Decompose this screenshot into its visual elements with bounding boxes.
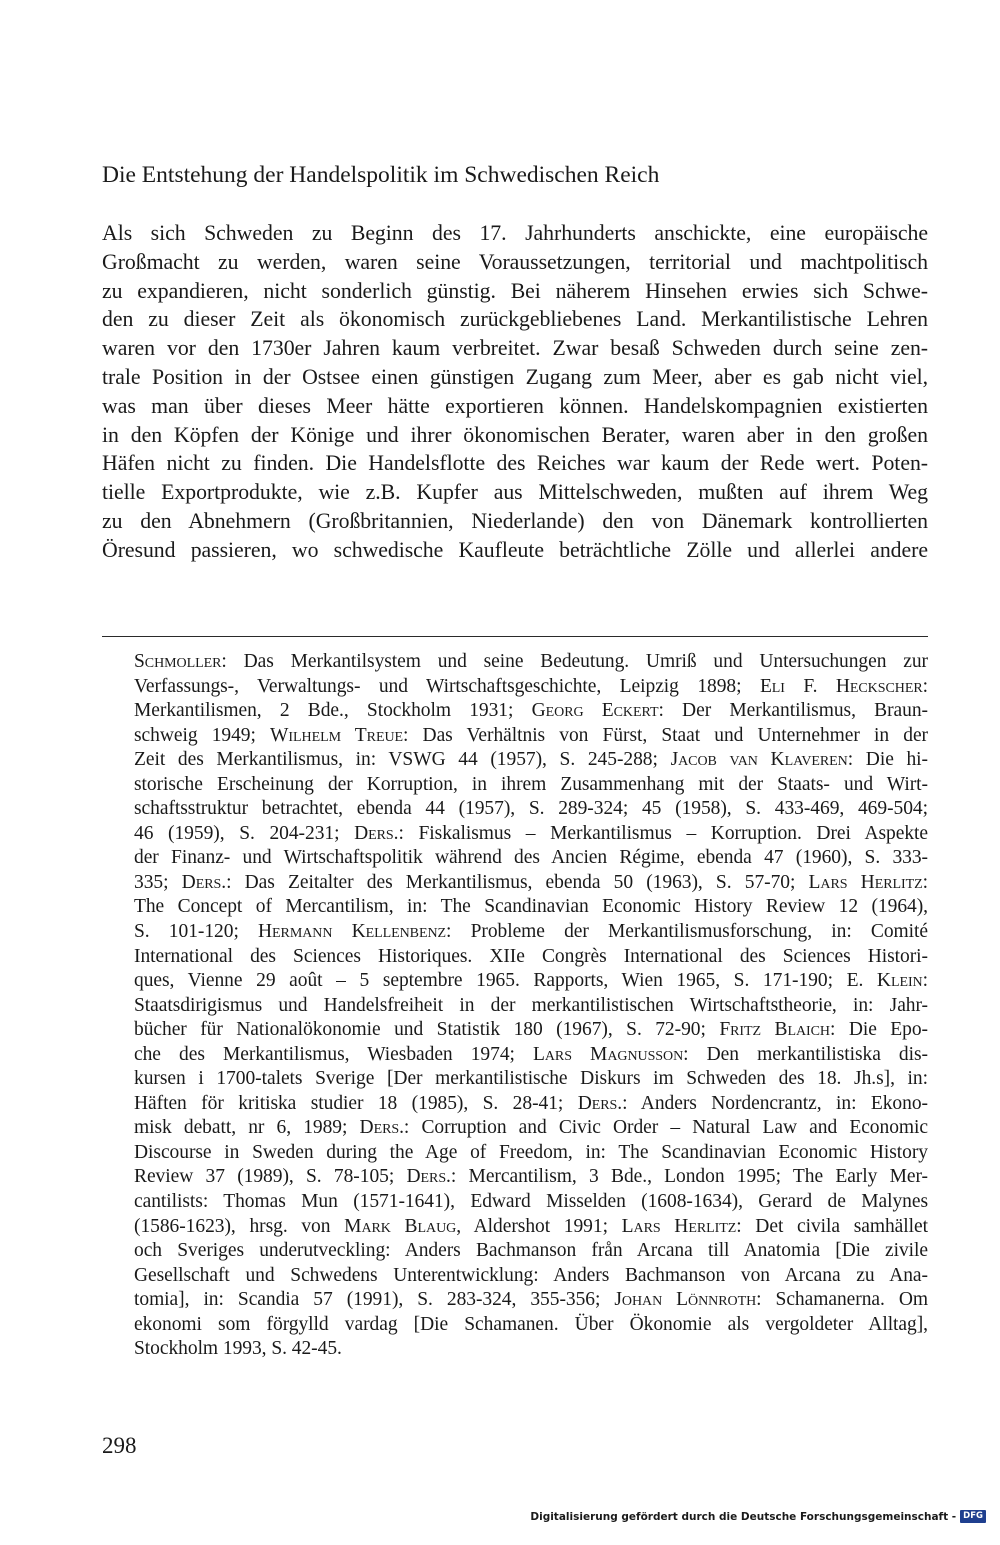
footnote-text: , Aldershot 1991; xyxy=(456,1215,622,1237)
footnote-line xyxy=(134,1092,928,1117)
footnote-line xyxy=(134,675,928,700)
author-name: Ders. xyxy=(406,1166,451,1188)
footnote-text: : Das Verhältnis von Fürst, Staat und Unternehmer in der xyxy=(403,724,928,746)
footnote-text: : Mercantilism, 3 Bde., London 1995; The Early Mer- xyxy=(450,1166,928,1188)
footnote-text: : Corruption and Civic Order – Natural Law and Economic xyxy=(403,1117,928,1139)
footnote-line xyxy=(134,699,928,724)
footnote-text: 46 (1959), S. 204-231; xyxy=(134,822,355,844)
footnote xyxy=(134,650,928,1362)
author-name: Hermann Kellenbenz xyxy=(258,921,447,943)
footnote-line: ekonomi som förgylld vardag [Die Schamanen. Über Ökonomie als vergoldeter Alltag], xyxy=(134,1313,928,1335)
footnote-line xyxy=(134,1018,928,1043)
credit-text: Digitalisierung gefördert durch die Deutsche Forschungsgemeinschaft - xyxy=(530,1510,957,1523)
footnote-text: S. 101-120; xyxy=(134,921,258,943)
footnote-line: kursen i 1700-talets Sverige [Der merkantilistische Diskurs im Schweden des 18. Jh.s], in: xyxy=(134,1068,928,1090)
footnote-text: (1586-1623), hrsg. von xyxy=(134,1215,345,1237)
footnote-text: : Det civila samhället xyxy=(736,1215,928,1237)
footnote-text: : Schamanerna. Om xyxy=(756,1289,928,1311)
body-line: waren vor den 1730er Jahren kaum verbreitet. Zwar besaß Schweden durch seine zen- xyxy=(102,336,928,361)
footnote-text: : Die hi- xyxy=(847,749,928,771)
author-name: Schmoller xyxy=(134,651,222,672)
footnote-line xyxy=(134,650,928,675)
footnote-line xyxy=(134,1165,928,1190)
body-line: Häfen nicht zu finden. Die Handelsflotte des Reiches war kaum der Rede wert. Poten- xyxy=(102,451,928,476)
digitization-credit xyxy=(530,1510,986,1523)
footnote-text: che des Merkantilismus, Wiesbaden 1974; xyxy=(134,1043,533,1065)
footnote-line xyxy=(134,1215,928,1240)
author-name: Fritz Blaich xyxy=(719,1019,830,1041)
body-line: zu den Abnehmern (Großbritannien, Niederlande) den von Dänemark kontrollierten xyxy=(102,508,928,533)
author-name: Lars Herlitz xyxy=(621,1215,737,1237)
author-name: Ders. xyxy=(354,822,399,844)
footnote-line xyxy=(134,1288,928,1313)
footnote-text: : Fiskalismus – Merkantilismus – Korruption. Drei Aspekte xyxy=(398,822,928,844)
author-name: Ders. xyxy=(359,1117,404,1139)
footnote-text: Verfassungs-, Verwaltungs- und Wirtschaftsgeschichte, Leipzig 1898; xyxy=(134,675,760,697)
footnote-line: och Sveriges underutveckling: Anders Bachmanson från Arcana till Anatomia [Die zivile xyxy=(134,1240,928,1262)
footnote-text: : xyxy=(922,871,928,893)
author-name: Johan Lönnroth xyxy=(614,1289,757,1311)
author-name: Lars Magnusson xyxy=(533,1043,684,1065)
footnote-text: : Anders Nordencrantz, in: Ekono- xyxy=(622,1092,928,1114)
footnote-line: Stockholm 1993, S. 42-45. xyxy=(134,1338,342,1360)
body-text xyxy=(102,219,928,565)
footnote-text: : xyxy=(922,970,928,992)
footnote-text: 335; xyxy=(134,871,182,893)
footnote-text: : Die Epo- xyxy=(829,1019,928,1041)
author-name: Klein xyxy=(876,970,923,992)
author-name: Georg Eckert xyxy=(531,700,659,722)
footnote-line: schaftsstruktur betrachtet, ebenda 44 (1957), S. 289-324; 45 (1958), S. 433-469, 469-504; xyxy=(134,798,928,820)
footnote-line xyxy=(134,724,928,749)
footnote-line xyxy=(134,1116,928,1141)
footnote-text: ques, Vienne 29 août – 5 septembre 1965. Rapports, Wien 1965, S. 171-190; E. xyxy=(134,970,877,992)
footnote-text: : Den merkantilistiska dis- xyxy=(683,1043,928,1065)
author-name: Ders. xyxy=(181,871,227,893)
body-line: in den Köpfen der Könige und ihrer ökonomischen Berater, waren aber in den großen xyxy=(102,422,928,447)
footnote-rule xyxy=(102,636,928,637)
author-name: Jacob van Klaveren xyxy=(670,749,848,771)
footnote-line: International des Sciences Historiques. XIIe Congrès International des Sciences Histori- xyxy=(134,945,928,967)
footnote-line: Gesellschaft und Schwedens Unterentwicklung: Anders Bachmanson von Arcana zu Ana- xyxy=(134,1264,928,1286)
footnote-text: : Probleme der Merkantilismusforschung, in: Comité xyxy=(446,921,928,943)
footnote-text: : Der Merkantilismus, Braun- xyxy=(658,700,928,722)
footnote-line: der Finanz- und Wirtschaftspolitik während des Ancien Régime, ebenda 47 (1960), S. 333- xyxy=(134,847,928,869)
footnote-line xyxy=(134,871,928,896)
footnote-text: Merkantilismen, 2 Bde., Stockholm 1931; xyxy=(134,700,532,722)
footnote-text: bücher für Nationalökonomie und Statistik 180 (1967), S. 72-90; xyxy=(134,1019,720,1041)
body-line: Öresund passieren, wo schwedische Kaufleute beträchtliche Zölle und allerlei andere xyxy=(102,537,928,562)
body-line: Großmacht zu werden, waren seine Voraussetzungen, territorial und machtpolitisch xyxy=(102,249,928,274)
author-name: Wilhelm Treue xyxy=(270,724,404,746)
footnote-text: : Das Zeitalter des Merkantilismus, ebenda 50 (1963), S. 57-70; xyxy=(226,871,809,893)
footnote-line: The Concept of Mercantilism, in: The Scandinavian Economic History Review 12 (1964), xyxy=(134,896,928,918)
body-line: zu expandieren, nicht sonderlich günstig. Bei näherem Hinsehen erwies sich Schwe- xyxy=(102,278,928,303)
body-line: den zu dieser Zeit als ökonomisch zurückgebliebenes Land. Merkantilistische Lehren xyxy=(102,307,928,332)
page-header: Die Entstehung der Handelspolitik im Schwedischen Reich xyxy=(102,162,660,188)
footnote-text: Zeit des Merkantilismus, in: VSWG 44 (1957), S. 245-288; xyxy=(134,749,671,771)
footnote-line xyxy=(134,822,928,847)
page-number: 298 xyxy=(102,1433,137,1458)
footnote-line: storische Erscheinung der Korruption, in ihrem Zusammenhang mit der Staats- und Wirt- xyxy=(134,773,928,795)
author-name: Eli F. Heckscher xyxy=(759,675,923,697)
author-name: Lars Herlitz xyxy=(808,871,923,893)
footnote-line: cantilists: Thomas Mun (1571-1641), Edward Misselden (1608-1634), Gerard de Malynes xyxy=(134,1191,928,1213)
footnote-line: Staatsdirigismus und Handelsfreiheit in der merkantilistischen Wirtschaftstheorie, in: Jahr- xyxy=(134,994,928,1016)
footnote-line xyxy=(134,920,928,945)
author-name: Mark Blaug xyxy=(344,1215,457,1237)
footnote-text: Review 37 (1989), S. 78-105; xyxy=(134,1166,407,1188)
footnote-line xyxy=(134,748,928,773)
footnote-line xyxy=(134,1043,928,1068)
body-line: was man über dieses Meer hätte exportieren können. Handelskompagnien existierten xyxy=(102,393,928,418)
body-line: trale Position in der Ostsee einen günstigen Zugang zum Meer, aber es gab nicht viel, xyxy=(102,364,928,389)
footnote-text: misk debatt, nr 6, 1989; xyxy=(134,1117,360,1139)
body-line: tielle Exportprodukte, wie z.B. Kupfer aus Mittelschweden, mußten auf ihrem Weg xyxy=(102,480,928,505)
footnote-text: schweig 1949; xyxy=(134,724,271,746)
footnote-text: : Das Merkantilsystem und seine Bedeutung. Umriß und Untersuchungen zur xyxy=(221,651,928,672)
author-name: Ders. xyxy=(577,1092,623,1114)
footnote-text: tomia], in: Scandia 57 (1991), S. 283-324, 355-356; xyxy=(134,1289,615,1311)
body-line: Als sich Schweden zu Beginn des 17. Jahrhunderts anschickte, eine europäische xyxy=(102,221,928,245)
footnote-line: Discourse in Sweden during the Age of Freedom, in: The Scandinavian Economic History xyxy=(134,1141,928,1163)
dfg-logo-icon: DFG xyxy=(960,1510,986,1523)
footnote-text: Häften för kritiska studier 18 (1985), S. 28-41; xyxy=(134,1092,578,1114)
footnote-line xyxy=(134,969,928,994)
footnote-text: : xyxy=(922,675,928,697)
